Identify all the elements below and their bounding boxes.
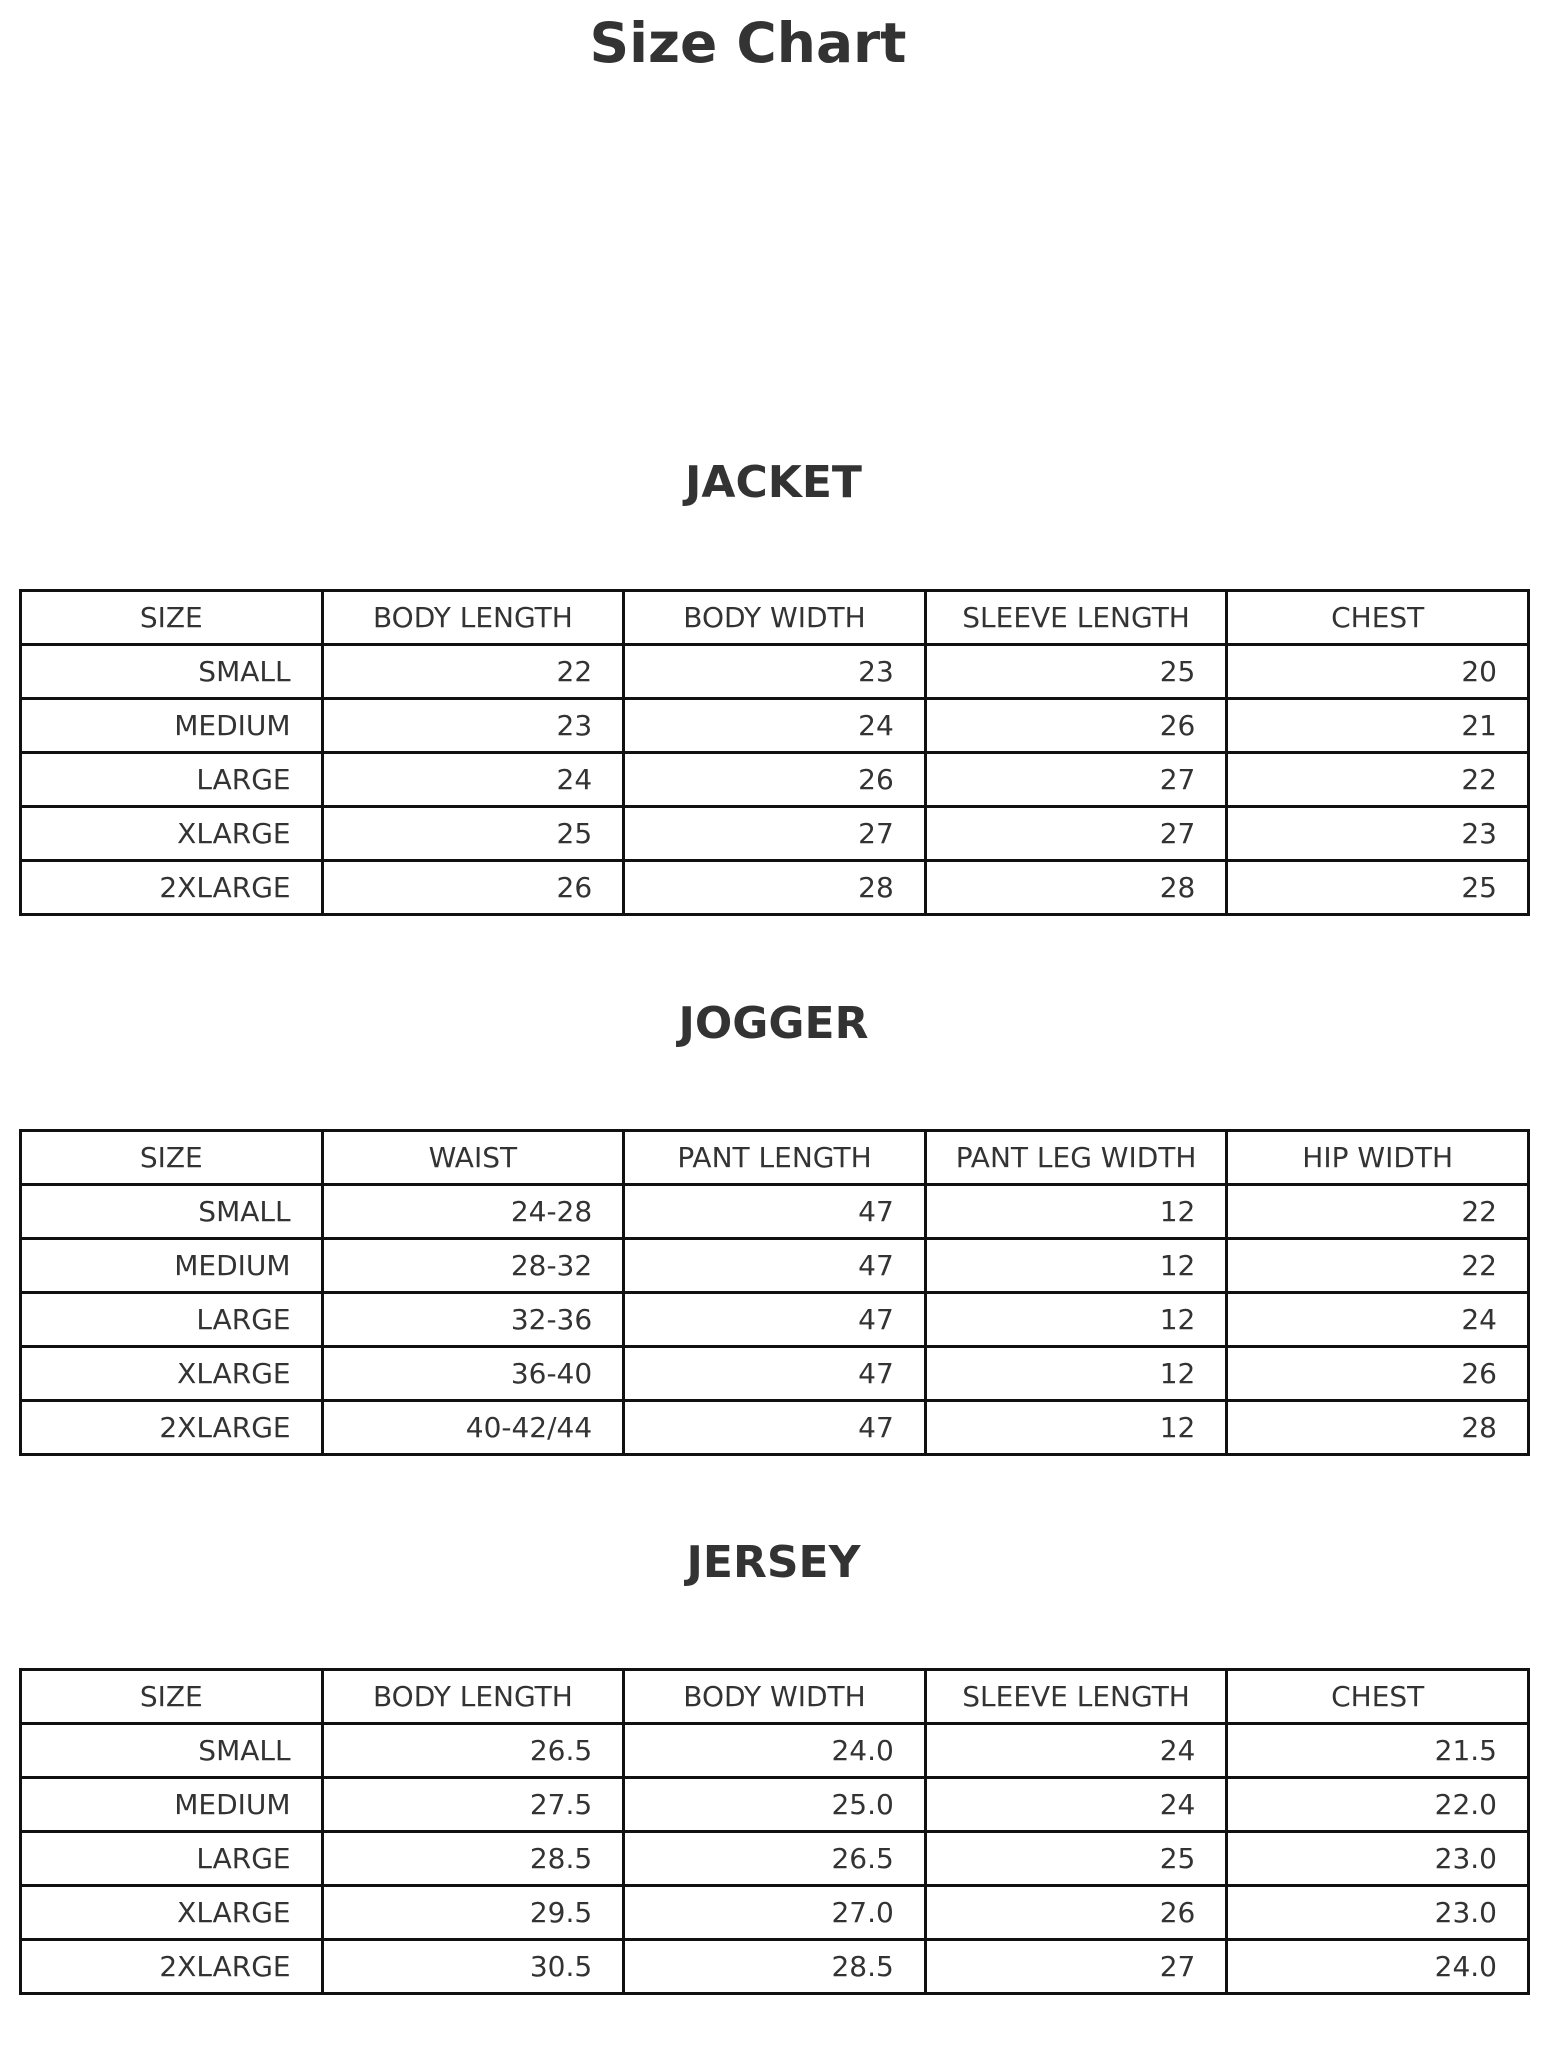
table-cell: 27.0 xyxy=(624,1886,926,1940)
table-cell: 36-40 xyxy=(322,1347,624,1401)
column-header-pant-length: PANT LENGTH xyxy=(624,1131,926,1185)
column-header-size: SIZE xyxy=(21,1131,323,1185)
jogger-size-table xyxy=(19,1129,1530,1456)
table-cell: 12 xyxy=(925,1185,1227,1239)
table-row xyxy=(21,1239,1529,1293)
table-cell: 29.5 xyxy=(322,1886,624,1940)
header-row xyxy=(21,1670,1529,1724)
table-cell: 2XLARGE xyxy=(21,861,323,915)
table-body xyxy=(21,645,1529,915)
table-cell: 24 xyxy=(1227,1293,1529,1347)
table-row xyxy=(21,1347,1529,1401)
table-cell: 26 xyxy=(322,861,624,915)
table-cell: 12 xyxy=(925,1293,1227,1347)
jersey-section-title: JERSEY xyxy=(686,1537,861,1588)
table-cell: 27 xyxy=(925,1940,1227,1994)
table-row xyxy=(21,753,1529,807)
table-header xyxy=(21,1670,1529,1724)
table-cell: 23 xyxy=(322,699,624,753)
table-cell: 28 xyxy=(1227,1401,1529,1455)
table-cell: XLARGE xyxy=(21,1886,323,1940)
table-body xyxy=(21,1185,1529,1455)
table-row xyxy=(21,1293,1529,1347)
jogger-section-title: JOGGER xyxy=(678,998,869,1049)
table-cell: 26 xyxy=(1227,1347,1529,1401)
table-cell: 23 xyxy=(1227,807,1529,861)
table-cell: LARGE xyxy=(21,1832,323,1886)
table-cell: 30.5 xyxy=(322,1940,624,1994)
table-cell: 23.0 xyxy=(1227,1886,1529,1940)
table-cell: 25 xyxy=(925,645,1227,699)
table-row xyxy=(21,1886,1529,1940)
table-header xyxy=(21,591,1529,645)
column-header-chest: CHEST xyxy=(1227,591,1529,645)
table-body xyxy=(21,1724,1529,1994)
table-cell: 24 xyxy=(925,1778,1227,1832)
column-header-pant-leg-width: PANT LEG WIDTH xyxy=(925,1131,1227,1185)
table-cell: 24-28 xyxy=(322,1185,624,1239)
table-cell: 28.5 xyxy=(322,1832,624,1886)
table-cell: 24.0 xyxy=(624,1724,926,1778)
table-cell: 26.5 xyxy=(624,1832,926,1886)
table-row xyxy=(21,1940,1529,1994)
column-header-body-width: BODY WIDTH xyxy=(624,591,926,645)
column-header-hip-width: HIP WIDTH xyxy=(1227,1131,1529,1185)
table-cell: 21.5 xyxy=(1227,1724,1529,1778)
table-cell: 24 xyxy=(624,699,926,753)
table-row xyxy=(21,1401,1529,1455)
table-cell: MEDIUM xyxy=(21,1778,323,1832)
table-cell: XLARGE xyxy=(21,807,323,861)
table-cell: 47 xyxy=(624,1293,926,1347)
table-cell: 27 xyxy=(624,807,926,861)
table-row xyxy=(21,1724,1529,1778)
table-cell: LARGE xyxy=(21,753,323,807)
jacket-size-table xyxy=(19,589,1530,916)
table-header xyxy=(21,1131,1529,1185)
table-cell: LARGE xyxy=(21,1293,323,1347)
table-cell: SMALL xyxy=(21,1724,323,1778)
column-header-body-length: BODY LENGTH xyxy=(322,1670,624,1724)
jersey-size-table xyxy=(19,1668,1530,1995)
table-cell: 23.0 xyxy=(1227,1832,1529,1886)
table-cell: 2XLARGE xyxy=(21,1401,323,1455)
table-cell: XLARGE xyxy=(21,1347,323,1401)
table-cell: 25 xyxy=(1227,861,1529,915)
table-cell: 2XLARGE xyxy=(21,1940,323,1994)
table-cell: 26 xyxy=(624,753,926,807)
table-cell: 40-42/44 xyxy=(322,1401,624,1455)
table-cell: 27 xyxy=(925,753,1227,807)
header-row xyxy=(21,591,1529,645)
table-cell: 25 xyxy=(322,807,624,861)
table-row xyxy=(21,1778,1529,1832)
table-cell: 47 xyxy=(624,1239,926,1293)
column-header-body-width: BODY WIDTH xyxy=(624,1670,926,1724)
header-row xyxy=(21,1131,1529,1185)
column-header-body-length: BODY LENGTH xyxy=(322,591,624,645)
table-row xyxy=(21,645,1529,699)
table-cell: 20 xyxy=(1227,645,1529,699)
column-header-size: SIZE xyxy=(21,591,323,645)
table-cell: 22.0 xyxy=(1227,1778,1529,1832)
table-cell: MEDIUM xyxy=(21,699,323,753)
table-cell: 12 xyxy=(925,1239,1227,1293)
column-header-sleeve-length: SLEEVE LENGTH xyxy=(925,591,1227,645)
table-row xyxy=(21,1832,1529,1886)
table-row xyxy=(21,807,1529,861)
table-cell: SMALL xyxy=(21,645,323,699)
table-row xyxy=(21,699,1529,753)
table-cell: 27 xyxy=(925,807,1227,861)
table-cell: 27.5 xyxy=(322,1778,624,1832)
table-cell: 12 xyxy=(925,1347,1227,1401)
column-header-waist: WAIST xyxy=(322,1131,624,1185)
table-cell: 26.5 xyxy=(322,1724,624,1778)
table-cell: 24 xyxy=(322,753,624,807)
table-cell: 47 xyxy=(624,1401,926,1455)
table-cell: 22 xyxy=(322,645,624,699)
table-cell: MEDIUM xyxy=(21,1239,323,1293)
table-cell: 24.0 xyxy=(1227,1940,1529,1994)
table-cell: 32-36 xyxy=(322,1293,624,1347)
table-cell: 25 xyxy=(925,1832,1227,1886)
table-cell: 12 xyxy=(925,1401,1227,1455)
table-cell: 28 xyxy=(925,861,1227,915)
table-row xyxy=(21,861,1529,915)
table-cell: 25.0 xyxy=(624,1778,926,1832)
table-cell: 23 xyxy=(624,645,926,699)
column-header-size: SIZE xyxy=(21,1670,323,1724)
table-cell: 28.5 xyxy=(624,1940,926,1994)
table-cell: 21 xyxy=(1227,699,1529,753)
table-cell: 22 xyxy=(1227,1239,1529,1293)
table-cell: 26 xyxy=(925,699,1227,753)
table-cell: 28-32 xyxy=(322,1239,624,1293)
table-row xyxy=(21,1185,1529,1239)
table-cell: 22 xyxy=(1227,1185,1529,1239)
table-cell: 22 xyxy=(1227,753,1529,807)
table-cell: SMALL xyxy=(21,1185,323,1239)
table-cell: 47 xyxy=(624,1185,926,1239)
column-header-sleeve-length: SLEEVE LENGTH xyxy=(925,1670,1227,1724)
table-cell: 24 xyxy=(925,1724,1227,1778)
table-cell: 47 xyxy=(624,1347,926,1401)
table-cell: 28 xyxy=(624,861,926,915)
column-header-chest: CHEST xyxy=(1227,1670,1529,1724)
table-cell: 26 xyxy=(925,1886,1227,1940)
page-title: Size Chart xyxy=(589,11,907,75)
jacket-section-title: JACKET xyxy=(685,457,862,508)
